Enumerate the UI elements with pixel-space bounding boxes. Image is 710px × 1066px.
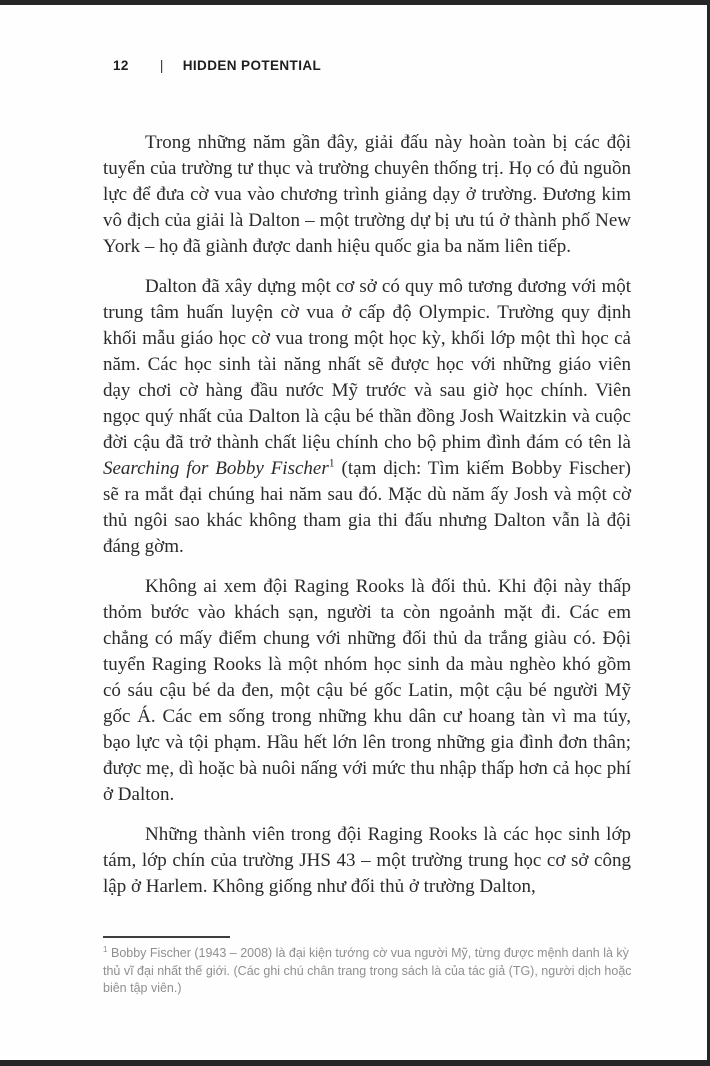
paragraph [103, 274, 631, 560]
footnote-divider [103, 936, 230, 938]
text-run: Trong những năm gần đây, giải đấu này hoàn toàn bị các đội tuyển của trường tư thục và trường chuyên thống trị. Họ có đủ nguồn lực để đưa cờ vua vào chương trình giảng dạy ở trường. Đương kim vô địch của giải là Dalton – một trường dự bị ưu tú ở thành phố New York – họ đã giành được danh hiệu quốc gia ba năm liên tiếp. [103, 132, 631, 257]
footnote-block [103, 936, 635, 998]
footnote-marker: 1 [103, 944, 108, 954]
scan-edge-top [0, 0, 710, 5]
scan-edge-bottom [0, 1060, 710, 1066]
text-run: (tạm dịch: Tìm kiếm Bobby Fischer) sẽ ra mắt đại chúng hai năm sau đó. Mặc dù năm ấy Josh và một cờ thủ ngôi sao khác không tham gia thi đấu nhưng Dalton vẫn là đội đáng gờm. [103, 458, 631, 557]
text-run: Những thành viên trong đội Raging Rooks là các học sinh lớp tám, lớp chín của trường JHS 43 – một trường trung học cơ sở công lập ở Harlem. Không giống như đối thủ ở trường Dalton, [103, 824, 631, 897]
text-run: Không ai xem đội Raging Rooks là đối thủ. Khi đội này thấp thỏm bước vào khách sạn, người ta còn ngoảnh mặt đi. Các em chẳng có mấy điểm chung với những đối thủ da trắng giàu có. Đội tuyển Raging Rooks là một nhóm học sinh da màu nghèo khó gồm có sáu cậu bé da đen, một cậu bé gốc Latin, một cậu bé người Mỹ gốc Á. Các em sống trong những khu dân cư hoang tàn vì ma túy, bạo lực và tội phạm. Hầu hết lớn lên trong những gia đình đơn thân; được mẹ, dì hoặc bà nuôi nấng với mức thu nhập thấp hơn cả học phí ở Dalton. [103, 576, 631, 805]
footnote-reference: 1 [328, 456, 335, 470]
book-title: HIDDEN POTENTIAL [182, 58, 322, 73]
movie-title: Searching for Bobby Fischer [103, 458, 329, 479]
footnote [103, 945, 635, 998]
body-paragraphs [103, 130, 631, 900]
page-number: 12 [113, 58, 129, 73]
footnote-text: Bobby Fischer (1943 – 2008) là đại kiện tướng cờ vua người Mỹ, từng được mệnh danh là kỳ thủ vĩ đại nhất thế giới. (Các ghi chú chân trang trong sách là của tác giả (TG), người dịch hoặc biên tập viên.) [103, 946, 632, 995]
paragraph [103, 574, 631, 808]
paragraph [103, 822, 631, 900]
header-separator: | [159, 58, 164, 73]
text-run: Dalton đã xây dựng một cơ sở có quy mô tương đương với một trung tâm huấn luyện cờ vua ở cấp độ Olympic. Trường quy định khối mẫu giáo học cờ vua trong một học kỳ, khối lớp một thì học cả năm. Các học sinh tài năng nhất sẽ được học với những giáo viên dạy chơi cờ hàng đầu nước Mỹ trước và sau giờ học chính. Viên ngọc quý nhất của Dalton là cậu bé thần đồng Josh Waitzkin và cuộc đời cậu đã trở thành chất liệu chính cho bộ phim đình đám có tên là [103, 276, 631, 453]
running-header [113, 58, 321, 73]
paragraph [103, 130, 631, 260]
